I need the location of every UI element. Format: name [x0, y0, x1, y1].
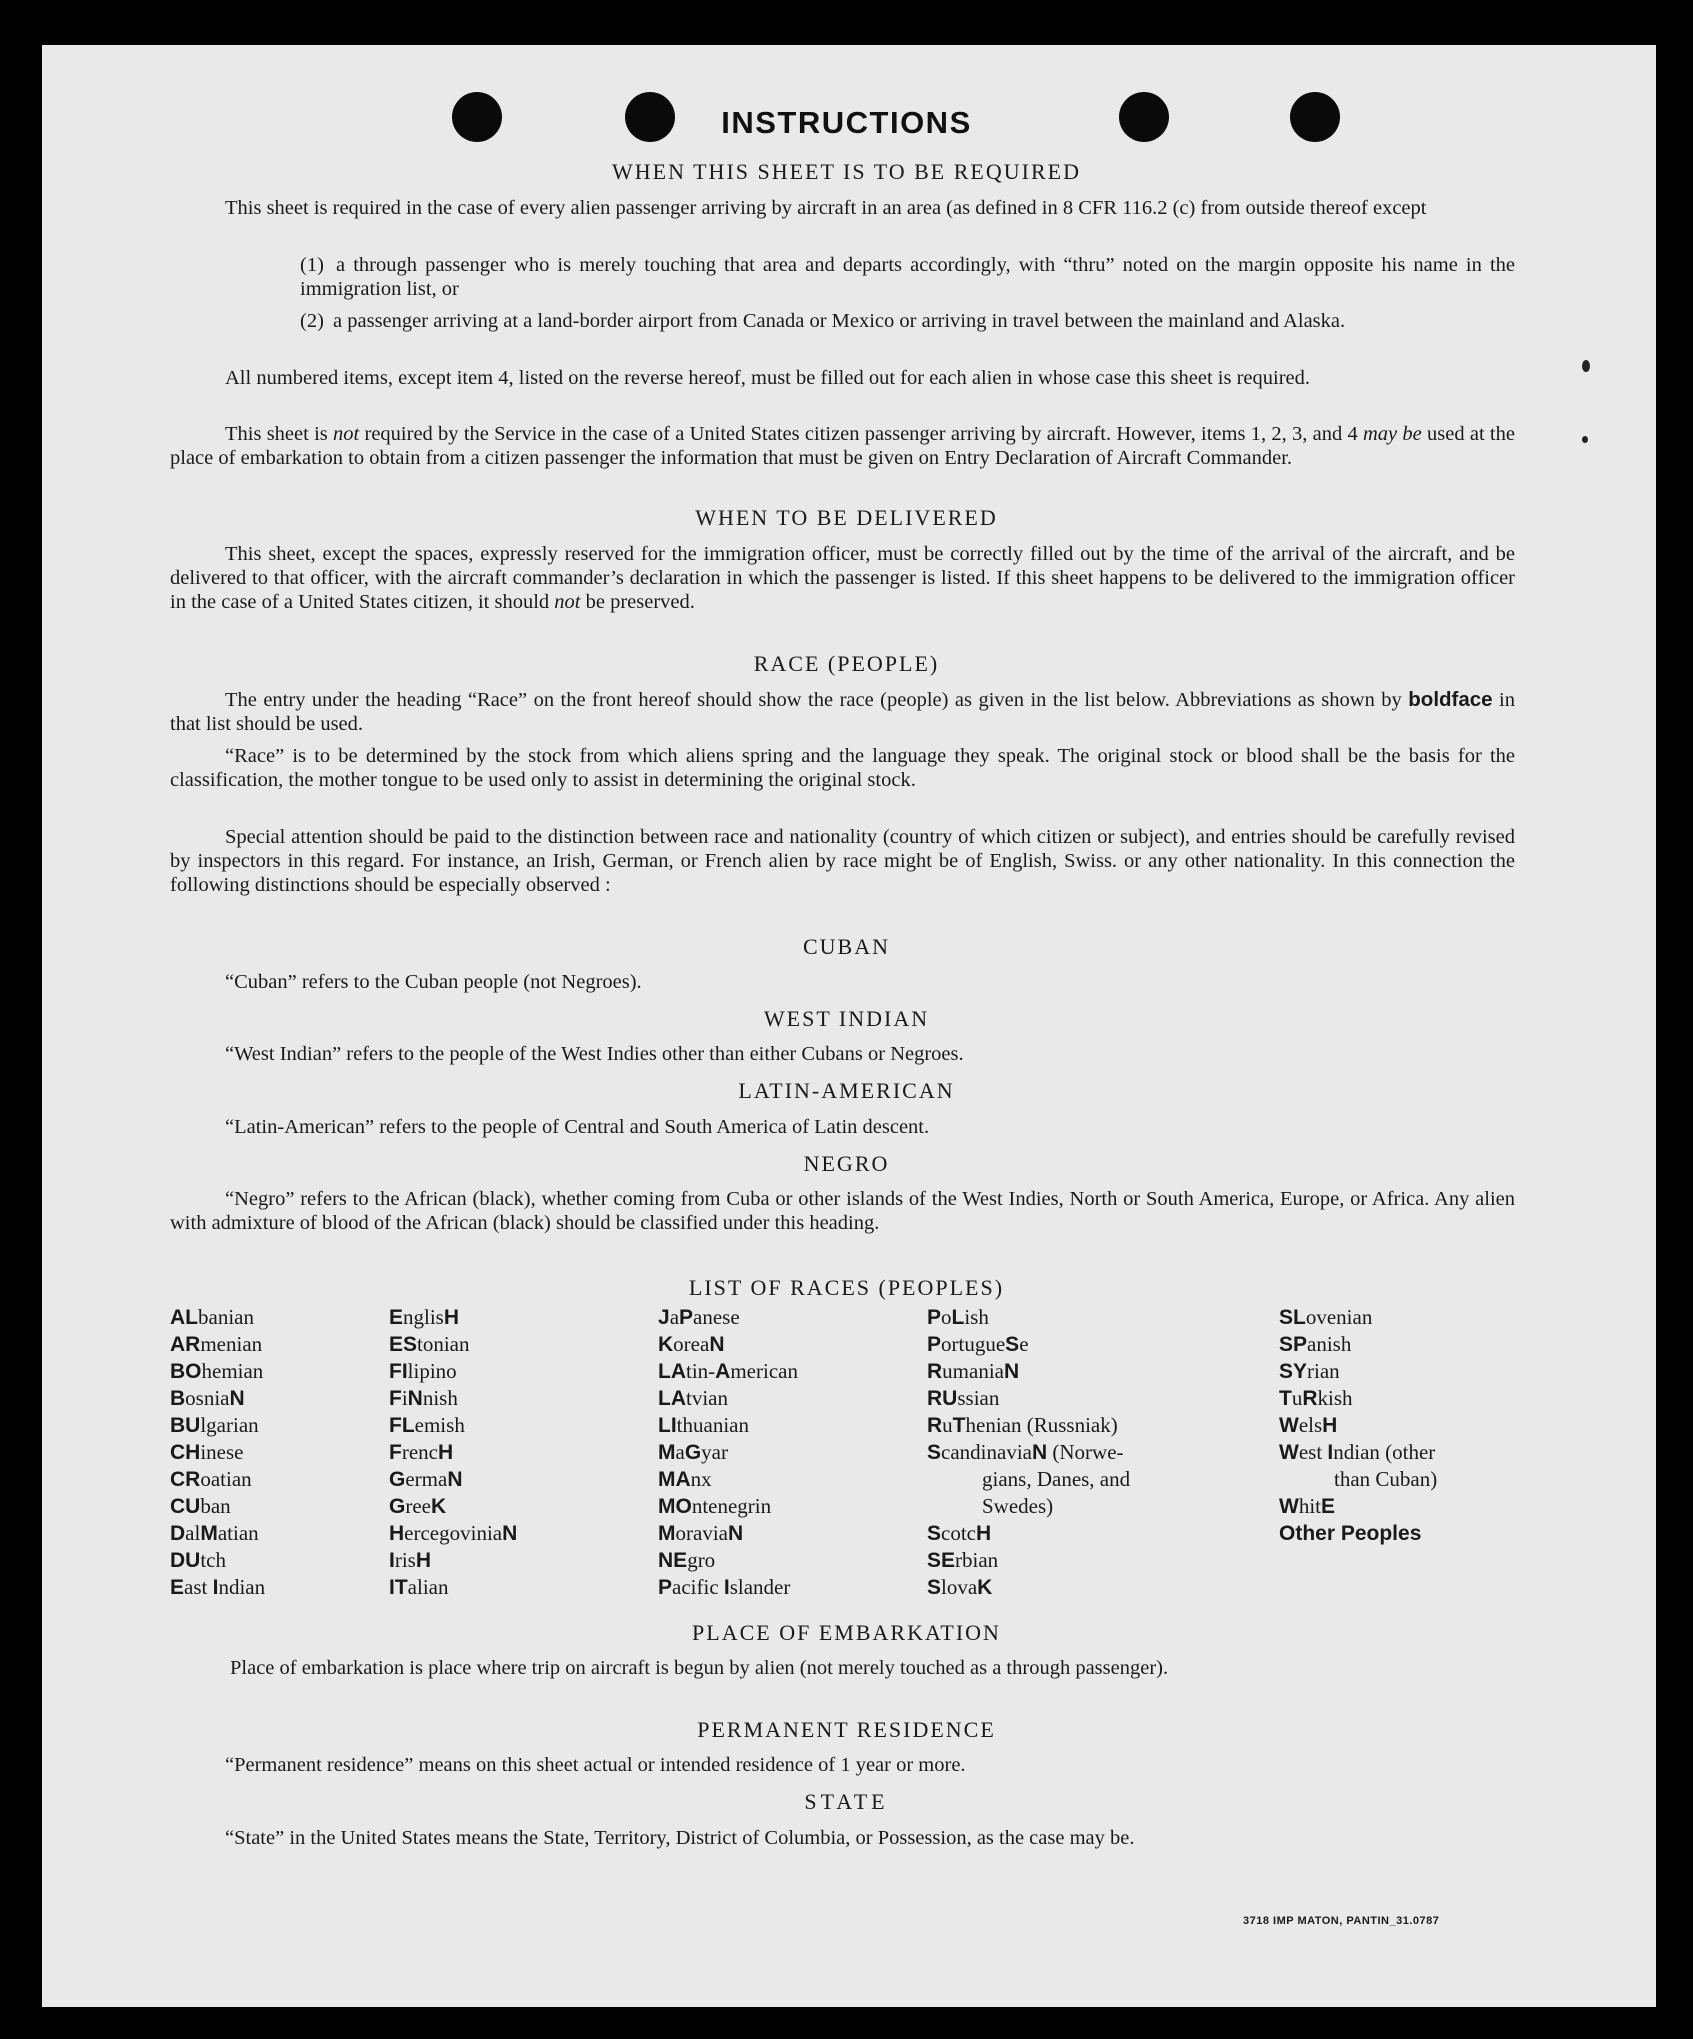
- race-entry: [927, 1358, 1197, 1385]
- race-abbreviation: H: [976, 1522, 992, 1545]
- race-entry: [658, 1574, 798, 1601]
- race-abbreviation: K: [430, 1495, 447, 1518]
- race-abbreviation: B: [170, 1387, 186, 1410]
- race-entry: [170, 1547, 265, 1574]
- race-entry: [389, 1331, 517, 1358]
- race-entry: [170, 1331, 265, 1358]
- race-text: renc: [401, 1440, 438, 1464]
- exception-item-1: (1) a through passenger who is merely touching that area and departs accordingly, with “thru” noted on the margin opposite his name in the immigration list, or: [300, 254, 1516, 300]
- race-abbreviation: P: [679, 1306, 694, 1329]
- race-entry: [389, 1547, 517, 1574]
- heading-negro: NEGRO: [803, 1151, 890, 1176]
- definition-latin-american: “Latin-American” refers to the people of Central and South America of Latin descent.: [225, 1116, 930, 1138]
- race-abbreviation: Other Peoples: [1279, 1522, 1422, 1545]
- race-text: atian: [217, 1521, 259, 1545]
- race-text: ercegovinia: [404, 1521, 503, 1545]
- race-text: ban: [200, 1494, 231, 1518]
- race-abbreviation: IT: [389, 1576, 408, 1599]
- race-abbreviation: AR: [170, 1333, 201, 1356]
- race-entry: [927, 1547, 1197, 1574]
- race-abbreviation: SL: [1279, 1306, 1306, 1329]
- race-abbreviation: F: [389, 1441, 402, 1464]
- race-text: ortugue: [941, 1332, 1006, 1356]
- race-text: kish: [1317, 1386, 1353, 1410]
- heading-latin-american: LATIN-AMERICAN: [738, 1078, 955, 1103]
- definition-permanent-residence: “Permanent residence” means on this sheet actual or intended residence of 1 year or more.: [225, 1754, 966, 1776]
- race-text: u: [942, 1413, 953, 1437]
- race-abbreviation: L: [951, 1306, 965, 1329]
- heading-embarkation: PLACE OF EMBARKATION: [692, 1620, 1001, 1645]
- race-entry: [658, 1547, 798, 1574]
- race-abbreviation: R: [927, 1360, 943, 1383]
- race-text: i: [401, 1386, 408, 1410]
- race-text: ast: [184, 1575, 213, 1599]
- race-abbreviation: E: [389, 1306, 404, 1329]
- race-text: oatian: [200, 1467, 252, 1491]
- race-entry: [927, 1520, 1197, 1547]
- race-abbreviation: BU: [170, 1414, 201, 1437]
- race-abbreviation: I: [723, 1576, 730, 1599]
- race-entry: [1279, 1439, 1519, 1493]
- race-abbreviation: D: [170, 1522, 186, 1545]
- race-abbreviation: N: [1003, 1360, 1020, 1383]
- race-abbreviation: NE: [658, 1549, 688, 1572]
- race-text: erma: [405, 1467, 448, 1491]
- race-entry: [927, 1574, 1197, 1601]
- race-abbreviation: N: [447, 1468, 463, 1491]
- race-abbreviation: DU: [170, 1549, 201, 1572]
- race-text: slander: [729, 1575, 791, 1599]
- race-abbreviation: M: [658, 1522, 676, 1545]
- race-abbreviation: N: [407, 1387, 423, 1410]
- race-abbreviation: ES: [389, 1333, 418, 1356]
- race-abbreviation: N: [727, 1522, 744, 1545]
- race-text: cotc: [941, 1521, 976, 1545]
- race-abbreviation: I: [212, 1576, 219, 1599]
- race-abbreviation: P: [927, 1333, 942, 1356]
- race-text: lgarian: [200, 1413, 259, 1437]
- race-text: ree: [405, 1494, 431, 1518]
- race-entry: [389, 1412, 517, 1439]
- race-abbreviation: CU: [170, 1495, 201, 1518]
- race-column-4: [927, 1304, 1197, 1601]
- race-abbreviation: S: [927, 1522, 942, 1545]
- race-abbreviation: T: [952, 1414, 966, 1437]
- paragraph-required: This sheet is required in the case of every alien passenger arriving by aircraft in an area (as defined in 8 CFR 116.2 (c) from outside thereof except: [225, 197, 1427, 219]
- race-text: hemian: [201, 1359, 264, 1383]
- race-entry: [1279, 1331, 1519, 1358]
- race-abbreviation: MO: [658, 1495, 692, 1518]
- race-entry: [389, 1439, 517, 1466]
- heading-race: RACE (PEOPLE): [753, 651, 940, 676]
- race-abbreviation: W: [1279, 1495, 1299, 1518]
- race-entry: [170, 1385, 265, 1412]
- race-text: anish: [1307, 1332, 1352, 1356]
- race-column-2: [389, 1304, 517, 1601]
- race-entry: [170, 1358, 265, 1385]
- race-entry: [389, 1493, 517, 1520]
- race-text: nx: [690, 1467, 712, 1491]
- race-entry: [1279, 1412, 1519, 1439]
- race-abbreviation: H: [389, 1522, 405, 1545]
- race-entry: [927, 1331, 1197, 1358]
- race-text: els: [1298, 1413, 1323, 1437]
- race-abbreviation: R: [1302, 1387, 1318, 1410]
- race-text: thuanian: [676, 1413, 749, 1437]
- race-abbreviation: CH: [170, 1441, 201, 1464]
- race-continuation: than Cuban): [1334, 1467, 1438, 1491]
- race-abbreviation: LI: [658, 1414, 677, 1437]
- race-abbreviation: SP: [1279, 1333, 1308, 1356]
- race-entry: [389, 1520, 517, 1547]
- race-text: banian: [198, 1305, 254, 1329]
- race-text: (Norwe-: [1047, 1440, 1124, 1464]
- race-text: rbian: [955, 1548, 999, 1572]
- definition-negro: “Negro” refers to the African (black), whether coming from Cuba or other islands of the West Indies, North or South America, Europe, or Africa. Any alien with admixture of blood of the African (black) should be classified under this heading.: [170, 1188, 1515, 1234]
- race-abbreviation: E: [170, 1576, 185, 1599]
- heading-permanent-residence: PERMANENT RESIDENCE: [697, 1717, 996, 1742]
- race-abbreviation: J: [658, 1306, 670, 1329]
- race-abbreviation: FI: [389, 1360, 408, 1383]
- race-abbreviation: F: [389, 1387, 402, 1410]
- race-entry: [170, 1439, 265, 1466]
- race-text: osnia: [185, 1386, 230, 1410]
- race-abbreviation: G: [684, 1441, 702, 1464]
- race-text: merican: [730, 1359, 798, 1383]
- heading-cuban: CUBAN: [802, 934, 890, 959]
- race-text: emish: [414, 1413, 465, 1437]
- race-entry: [389, 1574, 517, 1601]
- race-entry: [658, 1331, 798, 1358]
- race-abbreviation: H: [1322, 1414, 1338, 1437]
- paragraph-race-stock: “Race” is to be determined by the stock from which aliens spring and the language they speak. The original stock or blood shall be the basis for the classification, the mother tongue to be used only to assist in determining the original stock.: [170, 745, 1515, 791]
- race-entry: [389, 1358, 517, 1385]
- race-abbreviation: SE: [927, 1549, 956, 1572]
- race-text: a: [675, 1440, 685, 1464]
- race-abbreviation: BO: [170, 1360, 202, 1383]
- race-abbreviation: W: [1279, 1441, 1299, 1464]
- paragraph-citizen: This sheet is not required by the Service in the case of a United States citizen passenger arriving by aircraft. However, items 1, 2, 3, and 4 may be used at the place of embarkation to obtain from a citizen passenger the information that must be given on Entry Declaration of Aircraft Commander.: [170, 423, 1515, 469]
- race-entry: [658, 1493, 798, 1520]
- race-text: henian (Russniak): [965, 1413, 1118, 1437]
- page-title: INSTRUCTIONS: [721, 105, 972, 140]
- race-entry: [658, 1520, 798, 1547]
- race-text: o: [941, 1305, 952, 1329]
- race-entry: [170, 1304, 265, 1331]
- race-abbreviation: S: [927, 1441, 942, 1464]
- race-text: rian: [1307, 1359, 1340, 1383]
- race-text: lova: [941, 1575, 978, 1599]
- heading-west-indian: WEST INDIAN: [763, 1006, 930, 1031]
- race-abbreviation: G: [389, 1495, 406, 1518]
- race-entry: [389, 1304, 517, 1331]
- race-text: al: [185, 1521, 201, 1545]
- race-text: orea: [673, 1332, 710, 1356]
- race-abbreviation: SY: [1279, 1360, 1308, 1383]
- race-abbreviation: N: [1031, 1441, 1048, 1464]
- race-text: hit: [1298, 1494, 1321, 1518]
- definition-west-indian: “West Indian” refers to the people of the West Indies other than either Cubans or Negroes.: [225, 1043, 964, 1065]
- race-entry: [927, 1304, 1197, 1331]
- race-text: ndian (other: [1333, 1440, 1436, 1464]
- race-entry: [389, 1385, 517, 1412]
- paragraph-race-nationality: Special attention should be paid to the distinction between race and nationality (country of which citizen or subject), and entries should be carefully revised by inspectors in this regard. For instance, an Irish, German, or French alien by race might be of English, Swiss. or any other nationality. In this connection the following distinctions should be especially observed :: [170, 826, 1515, 896]
- race-text: nish: [422, 1386, 458, 1410]
- ink-speck: [1582, 436, 1588, 443]
- race-abbreviation: AL: [170, 1306, 198, 1329]
- paragraph-race-entry: The entry under the heading “Race” on the front hereof should show the race (people) as given in the list below. Abbreviations as shown by boldface in that list should be used.: [170, 688, 1515, 735]
- race-abbreviation: FL: [389, 1414, 415, 1437]
- race-text: e: [1019, 1332, 1029, 1356]
- race-entry: [927, 1385, 1197, 1412]
- race-text: nglis: [403, 1305, 444, 1329]
- race-abbreviation: P: [658, 1576, 673, 1599]
- race-abbreviation: I: [1327, 1441, 1334, 1464]
- race-continuation: gians, Danes, and: [982, 1467, 1131, 1491]
- race-entry: [1279, 1304, 1519, 1331]
- race-entry: [170, 1574, 265, 1601]
- heading-when-required: WHEN THIS SHEET IS TO BE REQUIRED: [612, 159, 1081, 184]
- race-text: tvian: [686, 1386, 728, 1410]
- race-text: oravia: [675, 1521, 728, 1545]
- race-abbreviation: P: [927, 1306, 942, 1329]
- race-text: ssian: [957, 1386, 1000, 1410]
- race-abbreviation: W: [1279, 1414, 1299, 1437]
- race-entry: [658, 1466, 798, 1493]
- race-column-5: [1279, 1304, 1519, 1547]
- race-text: ris: [394, 1548, 416, 1572]
- race-text: ntenegrin: [691, 1494, 772, 1518]
- race-entry: [658, 1439, 798, 1466]
- heading-state: STATE: [804, 1789, 889, 1814]
- race-entry: [927, 1439, 1197, 1520]
- race-text: tonian: [417, 1332, 470, 1356]
- race-entry: [927, 1412, 1197, 1439]
- race-text: u: [1291, 1386, 1303, 1410]
- race-entry: [658, 1304, 798, 1331]
- race-text: umania: [942, 1359, 1004, 1383]
- heading-when-delivered: WHEN TO BE DELIVERED: [695, 505, 998, 530]
- race-entry: [1279, 1385, 1519, 1412]
- race-text: menian: [200, 1332, 263, 1356]
- race-entry: [1279, 1520, 1519, 1547]
- definition-cuban: “Cuban” refers to the Cuban people (not Negroes).: [225, 971, 642, 993]
- race-entry: [170, 1520, 265, 1547]
- race-abbreviation: RU: [927, 1387, 958, 1410]
- race-entry: [1279, 1358, 1519, 1385]
- race-text: ovenian: [1305, 1305, 1373, 1329]
- race-abbreviation: CR: [170, 1468, 201, 1491]
- race-abbreviation: G: [389, 1468, 406, 1491]
- race-abbreviation: S: [927, 1576, 942, 1599]
- race-text: a: [669, 1305, 680, 1329]
- ink-speck: [1582, 360, 1590, 372]
- race-entry: [658, 1412, 798, 1439]
- race-abbreviation: R: [927, 1414, 943, 1437]
- race-text: candinavia: [941, 1440, 1032, 1464]
- definition-state: “State” in the United States means the State, Territory, District of Columbia, or Possession, as the case may be.: [225, 1827, 1135, 1849]
- race-column-3: [658, 1304, 798, 1601]
- race-abbreviation: K: [658, 1333, 674, 1356]
- race-entry: [170, 1466, 265, 1493]
- heading-list-of-races: LIST OF RACES (PEOPLES): [688, 1275, 1005, 1300]
- race-abbreviation: I: [389, 1549, 395, 1572]
- race-abbreviation: MA: [658, 1468, 691, 1491]
- paragraph-delivered: This sheet, except the spaces, expressly reserved for the immigration officer, must be correctly filled out by the time of the arrival of the aircraft, and be delivered to that officer, with the aircraft commander’s declaration in which the passenger is listed. If this sheet happens to be delivered to the immigration officer in the case of a United States citizen, it should not be preserved.: [170, 543, 1515, 613]
- race-entry: [170, 1412, 265, 1439]
- race-text: lipino: [407, 1359, 457, 1383]
- race-abbreviation: T: [1279, 1387, 1292, 1410]
- race-abbreviation: K: [977, 1576, 993, 1599]
- race-abbreviation: N: [229, 1387, 245, 1410]
- race-abbreviation: LA: [658, 1387, 686, 1410]
- race-abbreviation: N: [502, 1522, 518, 1545]
- race-text: gro: [687, 1548, 716, 1572]
- definition-embarkation: Place of embarkation is place where trip on aircraft is begun by alien (not merely touched as a through passenger).: [230, 1657, 1169, 1679]
- race-text: ndian: [218, 1575, 266, 1599]
- race-abbreviation: H: [415, 1549, 432, 1572]
- race-abbreviation: N: [709, 1333, 725, 1356]
- race-text: alian: [407, 1575, 449, 1599]
- race-entry: [658, 1358, 798, 1385]
- race-abbreviation: M: [200, 1522, 218, 1545]
- race-text: est: [1298, 1440, 1328, 1464]
- race-entry: [170, 1493, 265, 1520]
- race-abbreviation: M: [658, 1441, 676, 1464]
- race-continuation: Swedes): [982, 1494, 1054, 1518]
- race-abbreviation: S: [1005, 1333, 1020, 1356]
- race-abbreviation: H: [443, 1306, 460, 1329]
- race-text: ish: [964, 1305, 989, 1329]
- race-abbreviation: LA: [658, 1360, 686, 1383]
- paragraph-numbered-items: All numbered items, except item 4, listed on the reverse hereof, must be filled out for each alien in whose case this sheet is required.: [225, 367, 1311, 389]
- race-text: anese: [693, 1305, 740, 1329]
- race-abbreviation: A: [715, 1360, 731, 1383]
- race-column-1: [170, 1304, 265, 1601]
- race-text: inese: [200, 1440, 244, 1464]
- race-entry: [389, 1466, 517, 1493]
- race-text: tin-: [686, 1359, 716, 1383]
- exception-item-2: (2) a passenger arriving at a land-border airport from Canada or Mexico or arriving in travel between the mainland and Alaska.: [300, 310, 1346, 332]
- race-abbreviation: E: [1321, 1495, 1336, 1518]
- race-abbreviation: H: [437, 1441, 454, 1464]
- printer-imprint: 3718 IMP MATON, PANTIN_31.0787: [1243, 1915, 1440, 1927]
- race-entry: [1279, 1493, 1519, 1520]
- race-entry: [658, 1385, 798, 1412]
- race-text: yar: [701, 1440, 728, 1464]
- race-text: acific: [672, 1575, 724, 1599]
- race-text: tch: [200, 1548, 226, 1572]
